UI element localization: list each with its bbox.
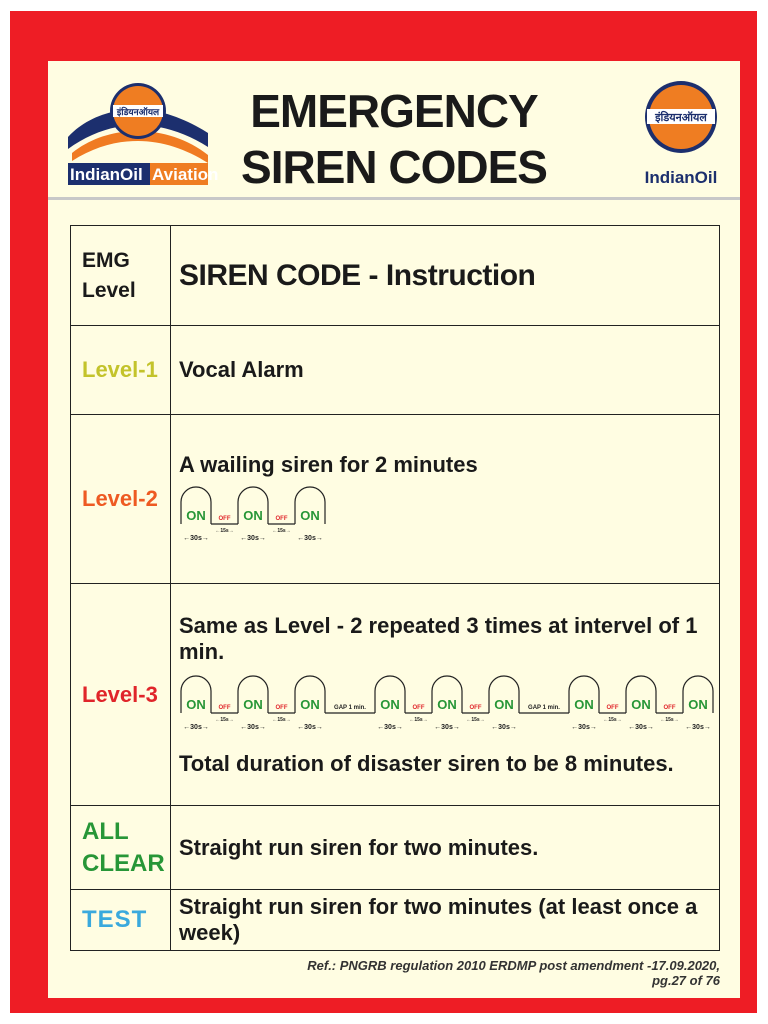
- off-label: OFF: [218, 704, 231, 711]
- on-duration-label: ←30s→: [434, 723, 460, 731]
- level-3-row: [71, 584, 720, 806]
- on-label: ON: [243, 508, 263, 523]
- on-duration-label: ←30s→: [297, 535, 323, 542]
- off-duration-label: ←15s→: [660, 716, 679, 723]
- red-border-frame: [10, 11, 757, 1013]
- on-label: ON: [380, 696, 400, 712]
- off-label: OFF: [663, 704, 676, 711]
- level-3-cell: [171, 584, 720, 806]
- level-2-cell: [171, 415, 720, 584]
- all-clear-label: ALL CLEAR: [71, 806, 171, 890]
- svg-text:Aviation: Aviation: [152, 165, 219, 184]
- poster-title: [218, 83, 570, 195]
- title-line-2: SIREN CODES: [241, 141, 547, 193]
- level-2-siren-pattern: [179, 484, 339, 546]
- reference-note: Ref.: PNGRB regulation 2010 ERDMP post amendment -17.09.2020, pg.27 of 76: [307, 958, 720, 988]
- level-2-instruction: A wailing siren for 2 minutes: [179, 452, 478, 477]
- level-1-label: Level-1: [71, 326, 171, 415]
- on-label: ON: [494, 696, 514, 712]
- level-3-siren-pattern: [179, 671, 719, 741]
- on-duration-label: ←30s→: [571, 723, 597, 731]
- all-clear-row: [71, 806, 720, 890]
- poster-panel: [48, 61, 740, 998]
- off-duration-label: ←15s→: [409, 716, 428, 723]
- on-duration-label: ←30s→: [240, 723, 266, 731]
- on-duration-label: ←30s→: [240, 535, 266, 542]
- poster-header: [48, 61, 740, 197]
- off-label: OFF: [275, 516, 288, 522]
- level-1-row: [71, 326, 720, 415]
- svg-text:इंडियनऑयल: इंडियनऑयल: [116, 107, 160, 117]
- off-duration-label: ←15s→: [603, 716, 622, 723]
- title-line-1: EMERGENCY: [250, 85, 538, 137]
- on-label: ON: [186, 696, 206, 712]
- svg-text:इंडियनऑयल: इंडियनऑयल: [655, 112, 707, 124]
- level-1-instruction: Vocal Alarm: [171, 326, 720, 415]
- svg-text:IndianOil: IndianOil: [70, 165, 143, 184]
- on-label: ON: [631, 696, 651, 712]
- off-duration-label: ←15s→: [215, 716, 234, 723]
- on-duration-label: ←30s→: [685, 723, 711, 731]
- off-label: OFF: [469, 704, 482, 711]
- header-divider: [48, 197, 740, 200]
- test-label: TEST: [71, 890, 171, 951]
- off-label: OFF: [275, 704, 288, 711]
- on-duration-label: ←30s→: [628, 723, 654, 731]
- indianoil-logo: [636, 73, 726, 189]
- level-3-label: Level-3: [71, 584, 171, 806]
- off-label: OFF: [606, 704, 619, 711]
- all-clear-instruction: Straight run siren for two minutes.: [171, 806, 720, 890]
- off-label: OFF: [218, 516, 231, 522]
- off-duration-label: ←15s→: [466, 716, 485, 723]
- off-duration-label: ←15s→: [215, 528, 234, 534]
- off-duration-label: ←15s→: [272, 528, 291, 534]
- level-2-row: [71, 415, 720, 584]
- on-label: ON: [300, 508, 320, 523]
- gap-label: GAP 1 min.: [334, 704, 366, 711]
- off-duration-label: ←15s→: [272, 716, 291, 723]
- on-duration-label: ←30s→: [183, 535, 209, 542]
- on-label: ON: [243, 696, 263, 712]
- level-2-label: Level-2: [71, 415, 171, 584]
- level-3-instruction: Same as Level - 2 repeated 3 times at intervel of 1 min.: [179, 612, 698, 664]
- gap-label: GAP 1 min.: [528, 704, 560, 711]
- indianoil-aviation-logo: [66, 75, 219, 187]
- level-3-duration-note: Total duration of disaster siren to be 8 minutes.: [179, 750, 674, 776]
- svg-text:IndianOil: IndianOil: [644, 168, 718, 187]
- on-label: ON: [300, 696, 320, 712]
- on-duration-label: ←30s→: [297, 723, 323, 731]
- on-label: ON: [437, 696, 457, 712]
- on-label: ON: [574, 696, 594, 712]
- test-row: [71, 890, 720, 951]
- level-column-header: EMG Level: [71, 226, 171, 326]
- on-label: ON: [688, 696, 708, 712]
- siren-codes-table: [70, 225, 720, 951]
- on-duration-label: ←30s→: [183, 723, 209, 731]
- off-label: OFF: [412, 704, 425, 711]
- on-duration-label: ←30s→: [377, 723, 403, 731]
- test-instruction: Straight run siren for two minutes (at least once a week): [171, 890, 720, 951]
- table-header-row: [71, 226, 720, 326]
- instruction-column-header: SIREN CODE - Instruction: [171, 226, 720, 326]
- on-duration-label: ←30s→: [491, 723, 517, 731]
- on-label: ON: [186, 508, 206, 523]
